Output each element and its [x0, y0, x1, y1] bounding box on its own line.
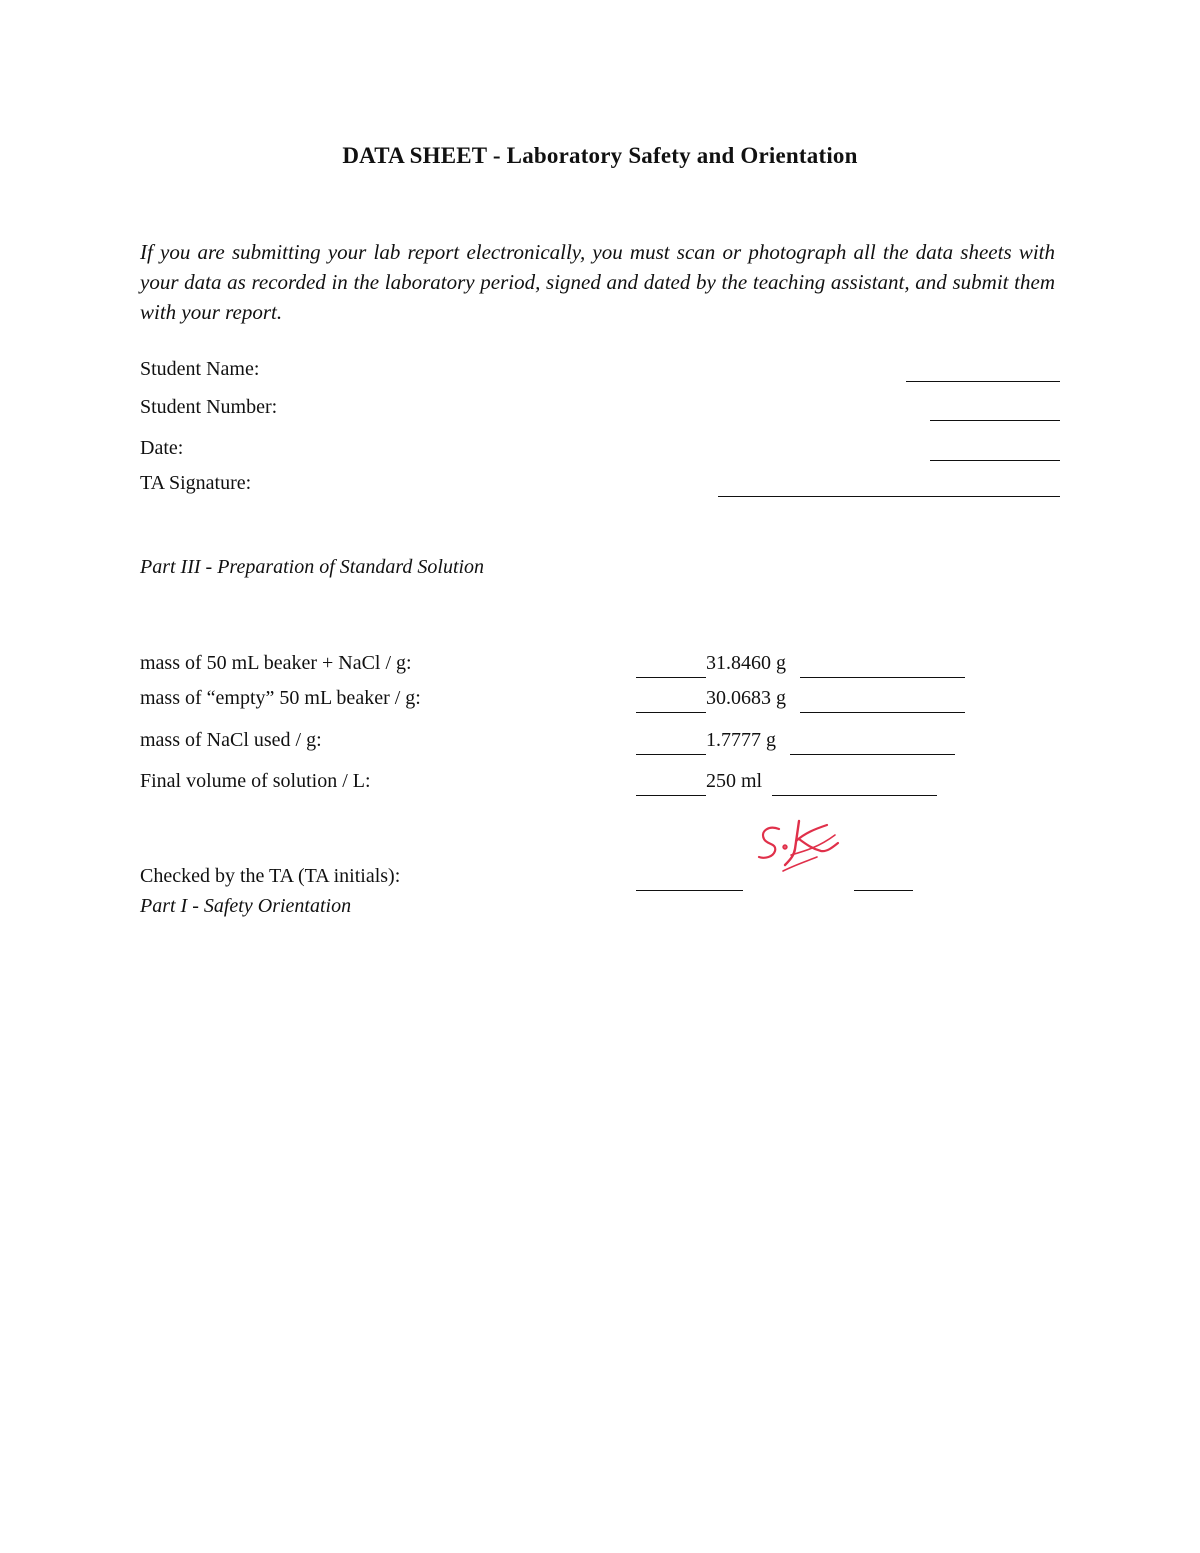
- ta-initials-signature: [755, 815, 845, 877]
- measurement-line-left: [636, 754, 706, 755]
- measurement-line-left: [636, 712, 706, 713]
- checked-by-ta-label: Checked by the TA (TA initials):: [140, 865, 401, 887]
- measurement-line-right: [800, 677, 965, 678]
- measurement-value[interactable]: 31.8460 g: [706, 652, 786, 674]
- measurement-line-left: [636, 677, 706, 678]
- part-one-heading: Part I - Safety Orientation: [140, 895, 352, 917]
- instructions-paragraph: If you are submitting your lab report electronically, you must scan or photograph all the data sheets with your data as recorded in the laboratory period, signed and dated by the teaching assistant, and submit them with your report.: [140, 240, 1055, 324]
- ta-signature-field[interactable]: [718, 496, 1060, 497]
- student-number-label: Student Number:: [140, 396, 278, 418]
- date-label: Date:: [140, 437, 184, 459]
- page-title: DATA SHEET - Laboratory Safety and Orientation: [342, 143, 858, 168]
- measurement-line-right: [772, 795, 937, 796]
- measurement-line-left: [636, 795, 706, 796]
- measurement-value[interactable]: 250 ml: [706, 770, 763, 792]
- ta-initials-field[interactable]: [636, 890, 743, 891]
- student-name-label: Student Name:: [140, 358, 260, 380]
- measurement-label: mass of NaCl used / g:: [140, 729, 322, 751]
- measurement-value[interactable]: 1.7777 g: [706, 729, 776, 751]
- measurement-line-right: [790, 754, 955, 755]
- student-name-field[interactable]: [906, 381, 1060, 382]
- part-three-heading: Part III - Preparation of Standard Solution: [140, 556, 485, 578]
- date-field[interactable]: [930, 460, 1060, 461]
- measurement-value[interactable]: 30.0683 g: [706, 687, 786, 709]
- measurement-line-right: [800, 712, 965, 713]
- measurement-label: mass of “empty” 50 mL beaker / g:: [140, 687, 421, 709]
- measurement-label: Final volume of solution / L:: [140, 770, 371, 792]
- ta-date-field[interactable]: [854, 890, 913, 891]
- measurement-label: mass of 50 mL beaker + NaCl / g:: [140, 652, 412, 674]
- student-number-field[interactable]: [930, 420, 1060, 421]
- ta-signature-label: TA Signature:: [140, 472, 252, 494]
